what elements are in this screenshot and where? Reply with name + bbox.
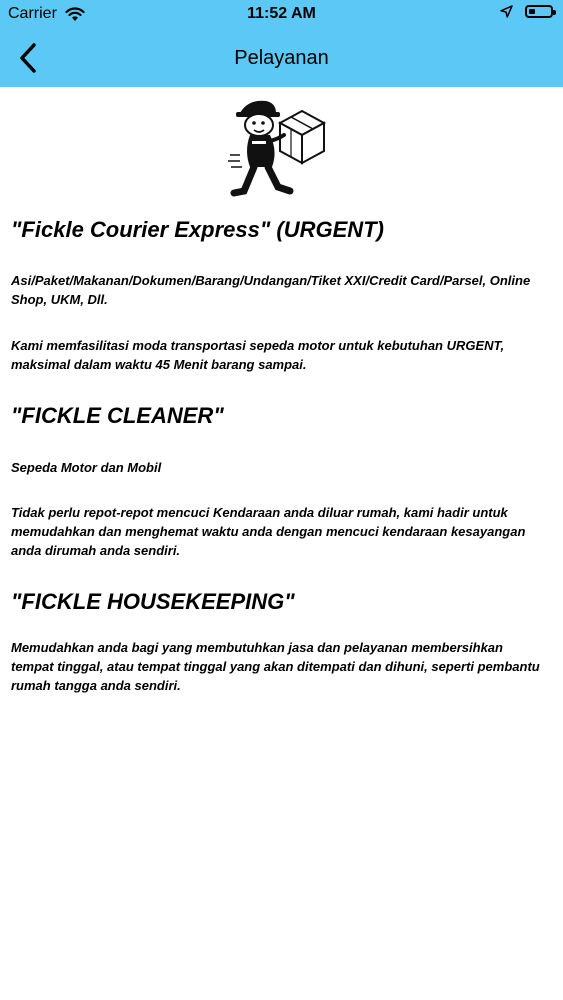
status-time: 11:52 AM [247,5,316,22]
section-paragraph: Tidak perlu repot-repot mencuci Kendaraan anda diluar rumah, kami hadir untuk memudahkan dan menghemat waktu anda dengan mencuci kendaraan kesayangan anda dirumah anda sendiri. [11,505,526,558]
carrier-label: Carrier [8,5,57,22]
section-paragraph: Sepeda Motor dan Mobil [11,460,162,475]
section-heading-cleaner: "FICKLE CLEANER" [11,403,224,428]
battery-fill [529,9,535,14]
courier-mascot-illustration [228,95,332,205]
status-right [500,5,553,18]
status-bar [0,0,563,30]
section-paragraph: Memudahkan anda bagi yang membutuhkan jasa dan pelayanan membersihkan tempat tinggal, atau tempat tinggal yang akan ditempati dan dihuni, seperti pembantu rumah tangga anda sendiri. [11,640,540,693]
section-paragraph: Kami memfasilitasi moda transportasi sepeda motor untuk kebutuhan URGENT, maksimal dalam waktu 45 Menit barang sampai. [11,338,505,372]
page-title: Pelayanan [234,47,329,69]
section-heading-housekeeping: "FICKLE HOUSEKEEPING" [11,589,295,614]
section-heading-courier: "Fickle Courier Express" (URGENT) [11,217,384,242]
location-arrow-icon [500,5,513,18]
battery-icon [525,5,553,18]
navigation-bar [0,30,563,87]
section-paragraph: Asi/Paket/Makanan/Dokumen/Barang/Undangan/Tiket XXI/Credit Card/Parsel, Online Shop, UKM, Dll. [11,273,531,307]
